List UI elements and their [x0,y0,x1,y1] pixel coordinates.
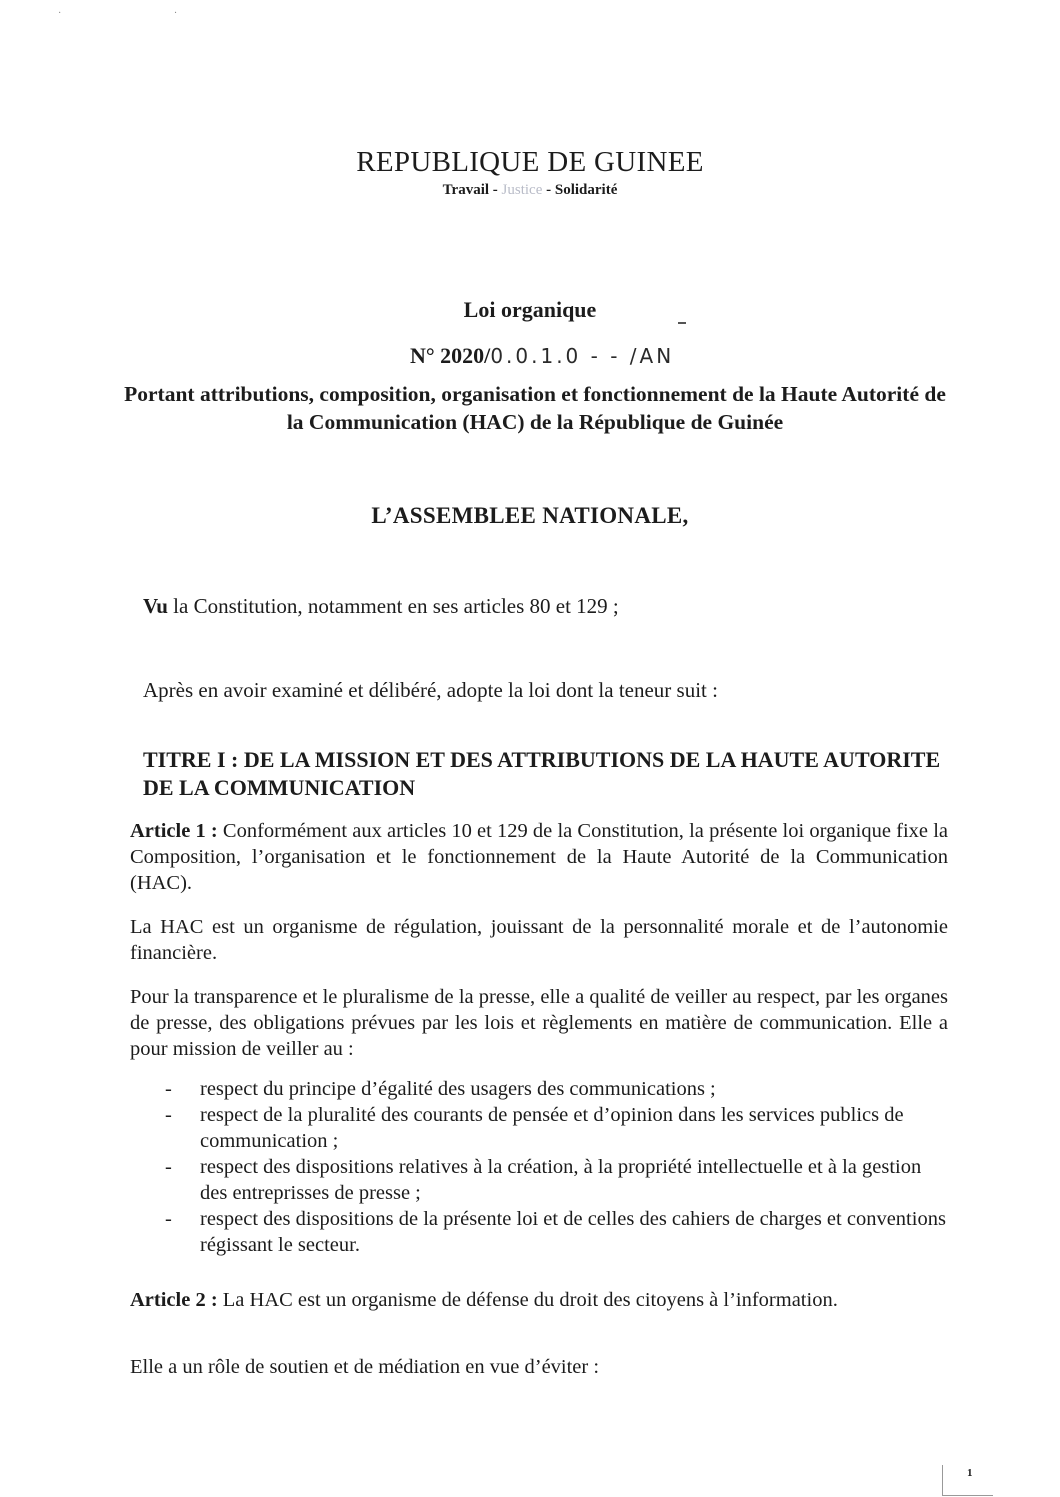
law-number-prefix: N° 2020/ [410,343,491,368]
title-1-heading: TITRE I : DE LA MISSION ET DES ATTRIBUTIONS DE LA HAUTE AUTORITE DE LA COMMUNICATION [143,747,941,800]
republic-title: REPUBLIQUE DE GUINEE [356,146,704,178]
law-number [410,343,674,369]
article-2-paragraph-2: Elle a un rôle de soutien et de médiation en vue d’éviter : [130,1356,600,1378]
article-2-label: Article 2 : [130,1289,218,1311]
page-number-box [942,1465,993,1496]
article-2 [130,1287,948,1313]
article-2-text: La HAC est un organisme de défense du droit des citoyens à l’information. [217,1289,838,1311]
article-1-paragraph-2: La HAC est un organisme de régulation, jouissant de la personnalité morale et de l’autonomie financière. [130,916,948,964]
preamble-vu-bold: Vu [143,594,168,618]
scan-specks: · · [58,8,233,19]
law-type-label: Loi organique [463,297,597,322]
national-motto [0,182,1060,199]
preamble-vu-text: la Constitution, notamment en ses articles 80 et 129 ; [167,594,619,618]
article-1 [130,818,948,896]
article-1-text: Conformément aux articles 10 et 129 de la Constitution, la présente loi organique fixe la Composition, l’organisation et le fonctionnement de la Haute Autorité de la Communication (HAC). [130,820,948,894]
ink-mark [678,322,686,324]
assembly-heading: L’ASSEMBLEE NATIONALE, [371,503,689,528]
page-number: 1 [967,1467,973,1479]
list-item: - respect des dispositions relatives à la création, à la propriété intellectuelle et à la gestion des entreprisses de presse ; [165,1154,950,1206]
motto-justice: Justice [501,182,543,198]
motto-solidarity: - Solidarité [542,182,618,198]
article-1-paragraph-3: Pour la transparence et le pluralisme de la presse, elle a qualité de veiller au respect, par les organes de presse, des obligations prévues par les lois et règlements en matière de communication. Elle a pour mission de veiller au : [130,986,948,1060]
list-item: - respect de la pluralité des courants de pensée et d’opinion dans les services publics de communication ; [165,1102,950,1154]
law-number-handwritten: 0.0.1.0 - - /AN [490,344,675,368]
mission-list [165,1076,950,1258]
preamble-vu [143,594,619,619]
motto-work: Travail - [442,182,502,198]
preamble-adoption: Après en avoir examiné et délibéré, adopte la loi dont la teneur suit : [143,678,718,702]
list-item: - respect du principe d’égalité des usagers des communications ; [165,1076,950,1102]
list-item: - respect des dispositions de la présente loi et de celles des cahiers de charges et conventions régissant le secteur. [165,1206,950,1258]
law-subject: Portant attributions, composition, organisation et fonctionnement de la Haute Autorité de la Communication (HAC) de la République de Guinée [124,382,946,434]
article-1-label: Article 1 : [130,820,218,842]
